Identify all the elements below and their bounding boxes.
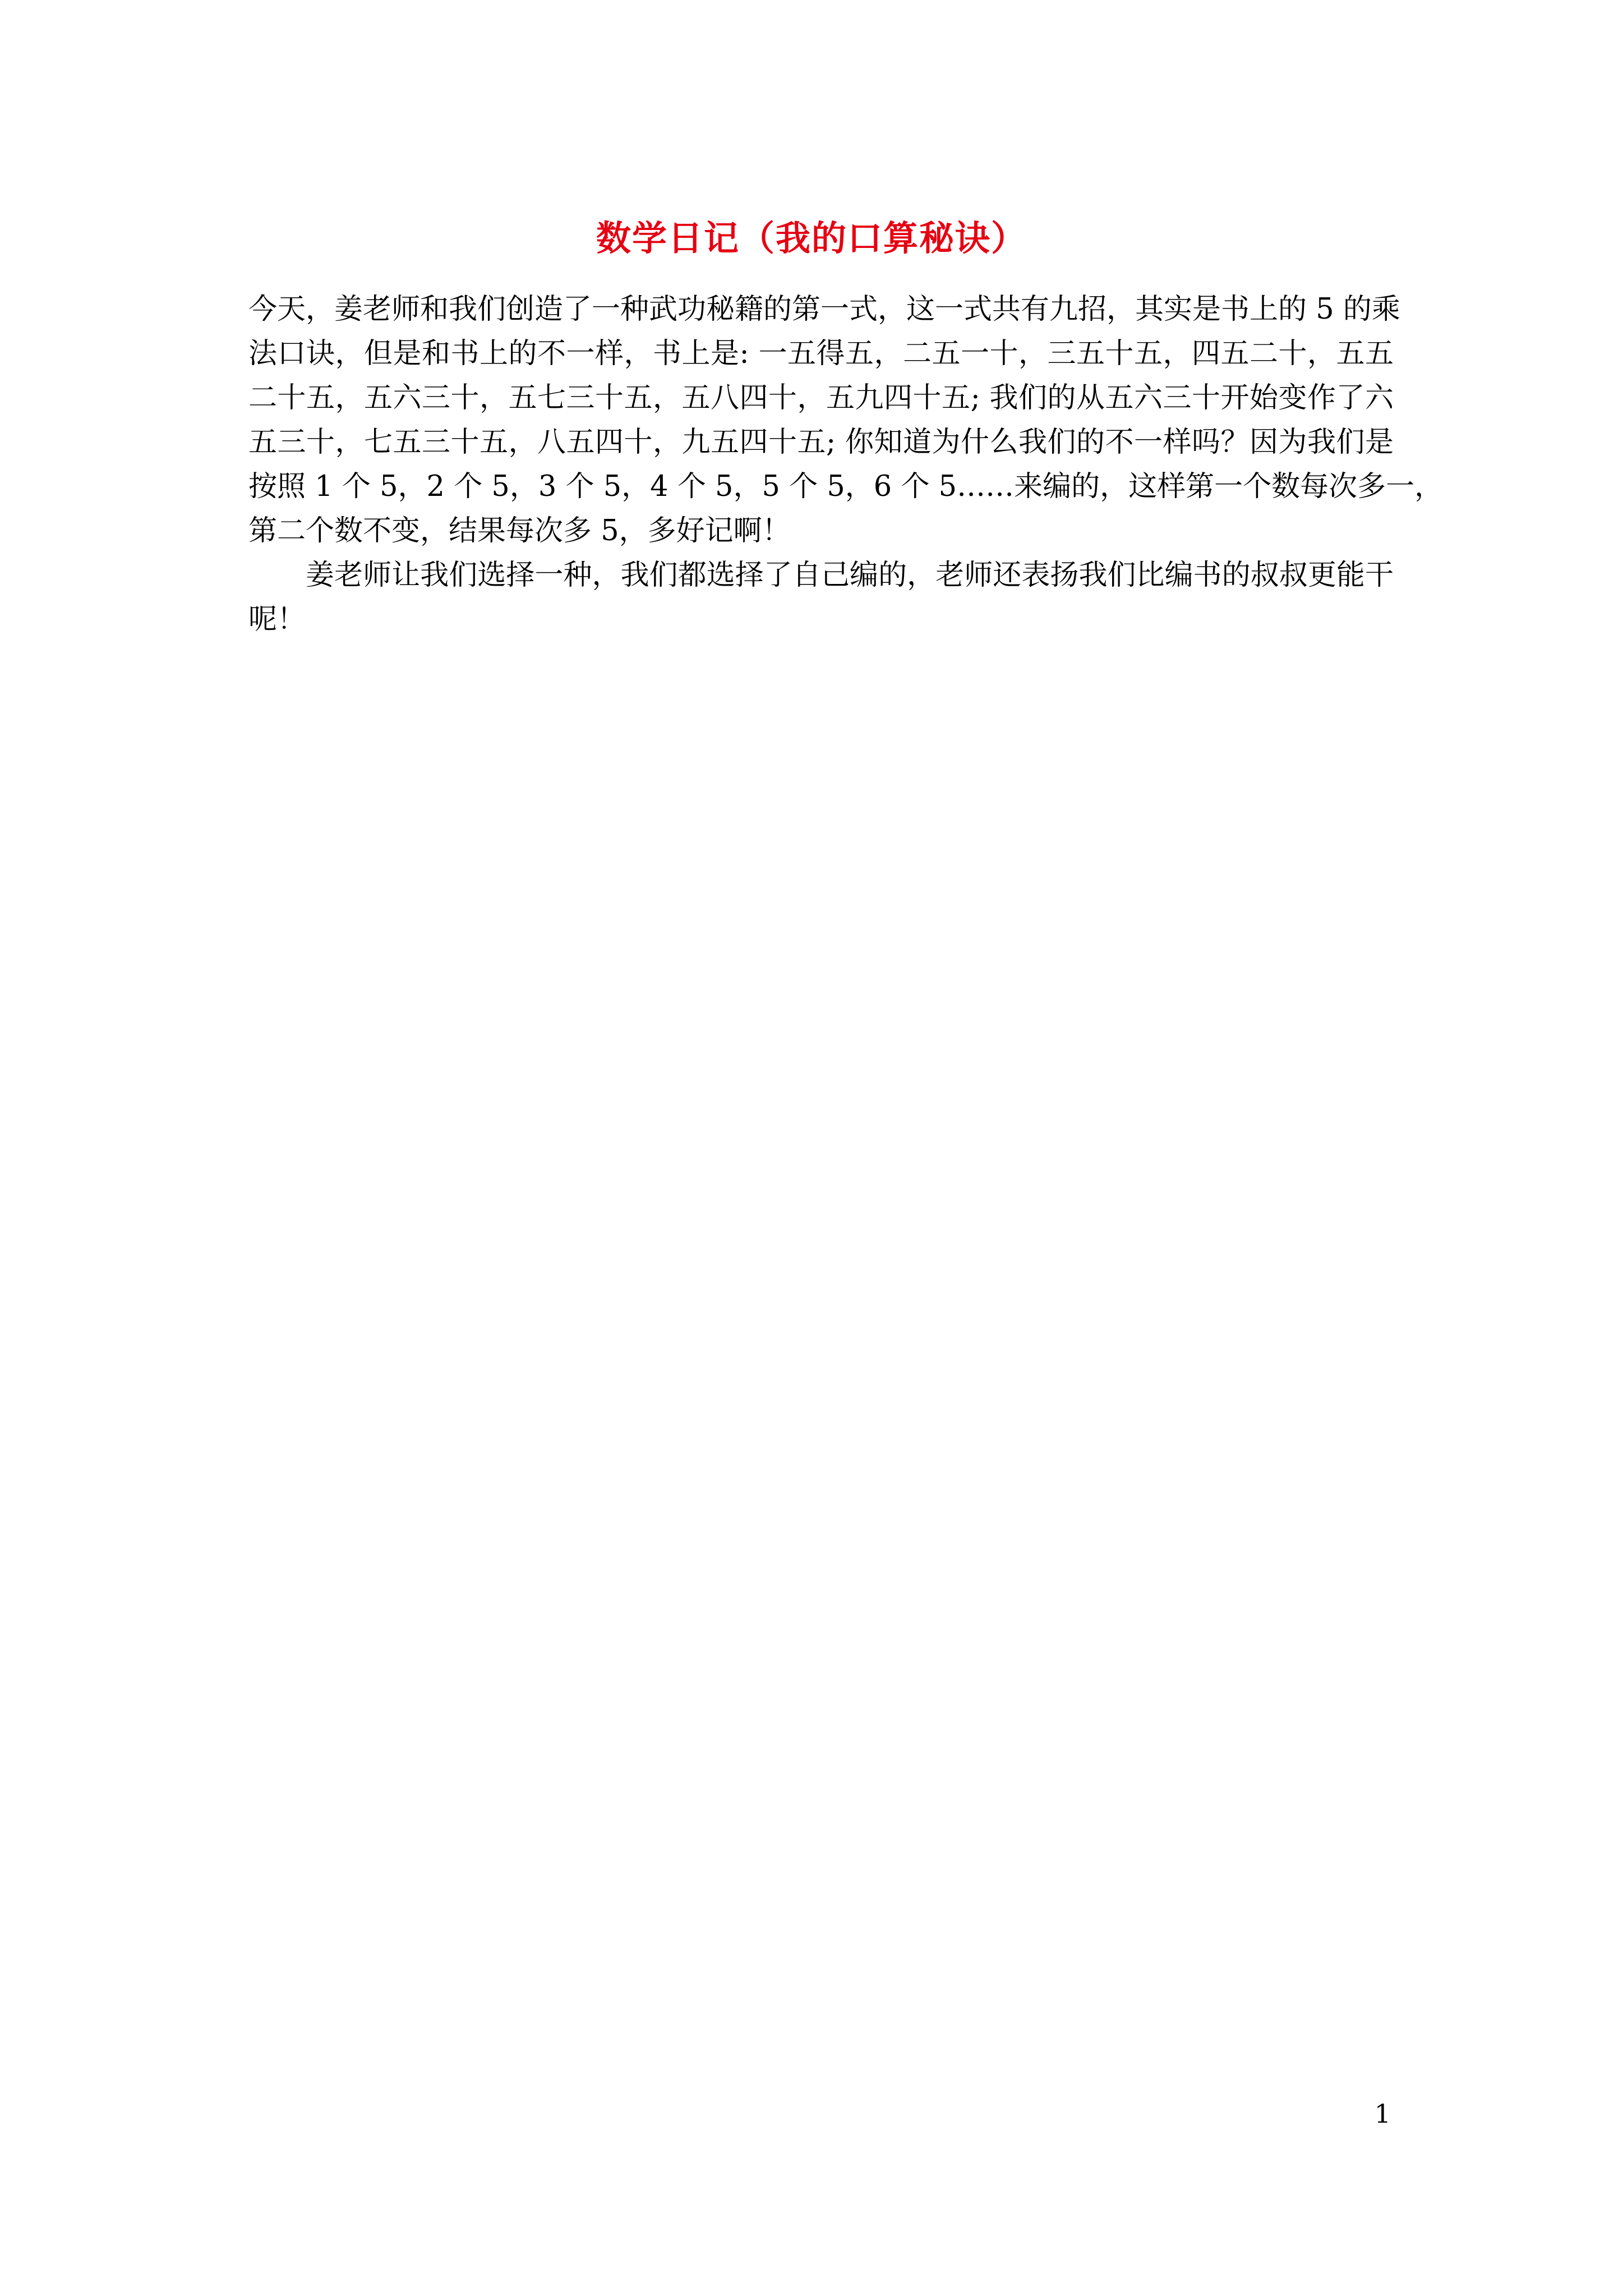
text-line: 今天，姜老师和我们创造了一种武功秘籍的第一式，这一式共有九招，其实是书上的 5 的乘 xyxy=(248,293,1400,326)
paragraph-2 xyxy=(248,553,1394,642)
text-line: 按照 1 个 5，2 个 5，3 个 5，4 个 5，5 个 5，6 个 5……来编的，这样第一个数每次多一， xyxy=(248,470,1444,503)
text-line: 二十五，五六三十，五七三十五，五八四十，五九四十五; 我们的从五六三十开始变作了六 xyxy=(248,381,1394,415)
text-line: 第二个数不变，结果每次多 5，多好记啊！ xyxy=(248,514,791,547)
text-line: 五三十，七五三十五，八五四十，九五四十五; 你知道为什么我们的不一样吗？因为我们是 xyxy=(248,426,1394,459)
text-line: 法口诀，但是和书上的不一样，书上是: 一五得五，二五一十，三五十五，四五二十，五五 xyxy=(248,337,1394,370)
document-body xyxy=(248,287,1444,642)
text-line: 呢！ xyxy=(248,603,306,636)
paragraph-1 xyxy=(248,287,1444,553)
page-number: 1 xyxy=(1374,2099,1391,2129)
document-title: 数学日记（我的口算秘诀） xyxy=(596,218,1027,259)
text-line: 姜老师让我们选择一种，我们都选择了自己编的，老师还表扬我们比编书的叔叔更能干 xyxy=(306,559,1394,592)
